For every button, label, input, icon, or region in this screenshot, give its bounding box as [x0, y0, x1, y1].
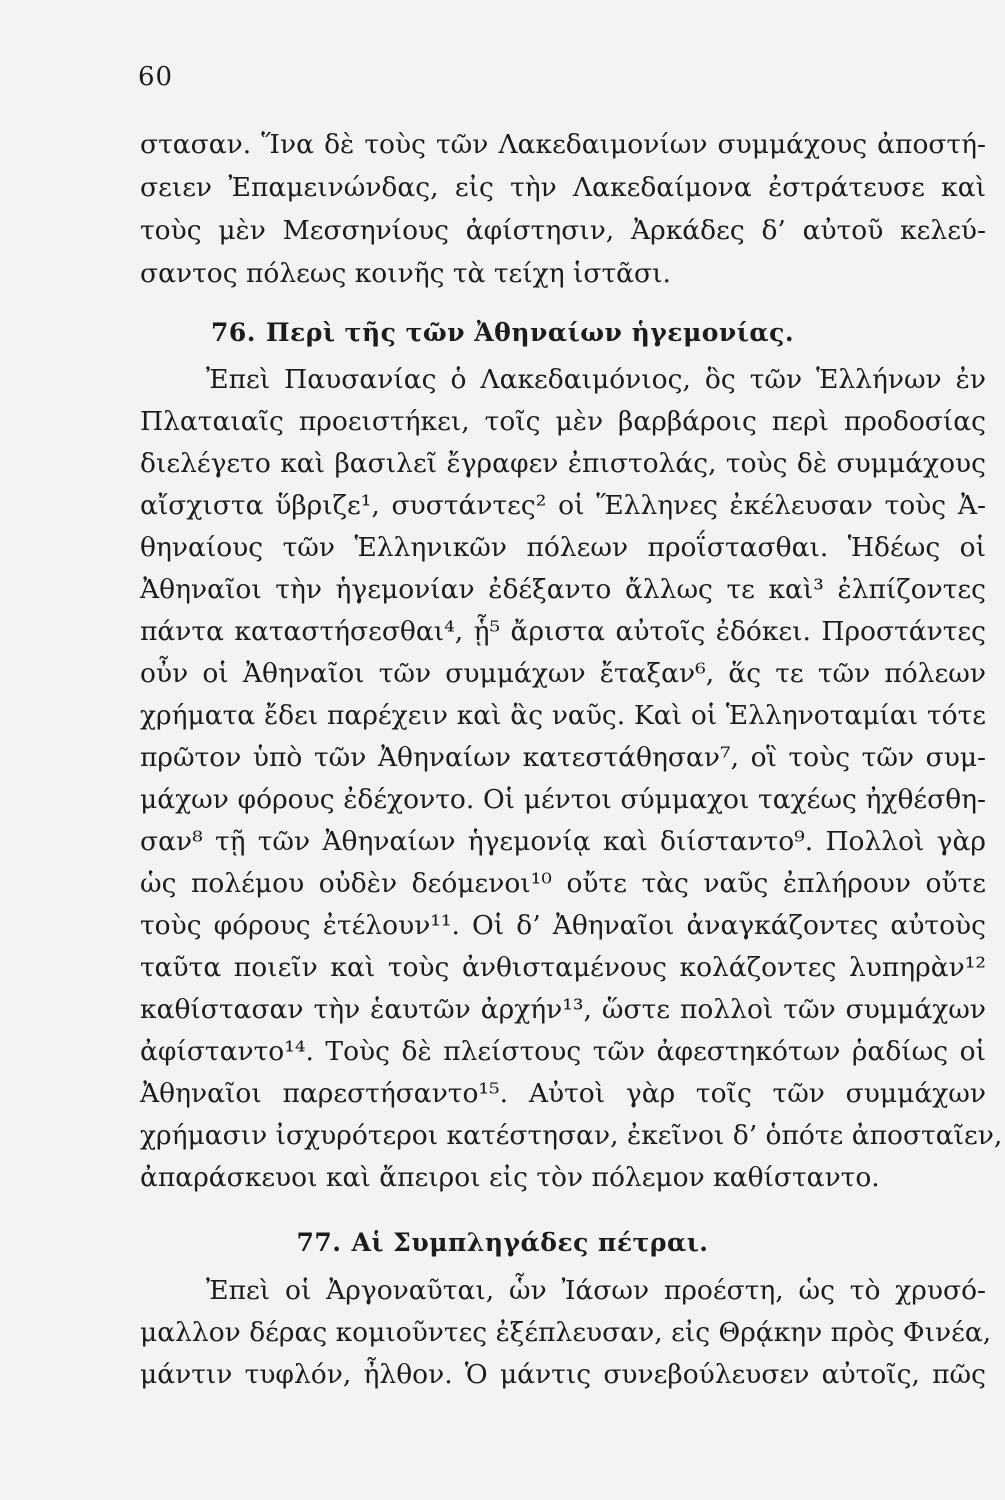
section-76-heading: [0, 318, 1005, 347]
text-line: μάντιν τυφλόν, ἦλθον. Ὁ μάντις συνεβούλευσεν αὐτοῖς, πῶς: [140, 1359, 986, 1390]
text-line: αἴσχιστα ὕβριζε¹, συστάντες² οἱ Ἕλληνες ἐκέλευσαν τοὺς Ἀ-: [140, 490, 986, 521]
text-line: Ἐπεὶ οἱ Ἀργοναῦται, ὧν Ἰάσων προέστη, ὡς τὸ χρυσό-: [206, 1275, 986, 1306]
text-line: μάχων φόρους ἐδέχοντο. Οἱ μέντοι σύμμαχοι ταχέως ἠχθέσθη-: [140, 784, 986, 815]
text-line: Ἀθηναῖοι τὴν ἡγεμονίαν ἐδέξαντο ἄλλως τε καὶ³ ἐλπίζοντες: [140, 574, 986, 605]
text-line: ἀφίσταντο¹⁴. Τοὺς δὲ πλείστους τῶν ἀφεστηκότων ῥαδίως οἱ: [140, 1036, 986, 1067]
text-line: Πλαταιαῖς προειστήκει, τοῖς μὲν βαρβάροις περὶ προδοσίας: [140, 406, 986, 437]
text-line: τοὺς μὲν Μεσσηνίους ἀφίστησιν, Ἀρκάδες δ’ αὐτοῦ κελεύ-: [140, 215, 986, 246]
text-line: καθίστασαν τὴν ἑαυτῶν ἀρχήν¹³, ὥστε πολλοὶ τῶν συμμάχων: [140, 994, 986, 1025]
text-line: ταῦτα ποιεῖν καὶ τοὺς ἀνθισταμένους κολάζοντες λυπηρὰν¹²: [140, 952, 986, 983]
text-line: Ἐπεὶ Παυσανίας ὁ Λακεδαιμόνιος, ὃς τῶν Ἑλλήνων ἐν: [206, 364, 986, 395]
text-line: σαν⁸ τῇ τῶν Ἀθηναίων ἡγεμονίᾳ καὶ διίσταντο⁹. Πολλοὶ γὰρ: [140, 826, 986, 857]
text-line: πρῶτον ὑπὸ τῶν Ἀθηναίων κατεστάθησαν⁷, οἳ τοὺς τῶν συμ-: [140, 742, 986, 773]
text-line: πάντα καταστήσεσθαι⁴, ᾗ⁵ ἄριστα αὐτοῖς ἐδόκει. Προστάντες: [140, 616, 986, 647]
text-line: σειεν Ἐπαμεινώνδας, εἰς τὴν Λακεδαίμονα ἐστράτευσε καὶ: [140, 172, 986, 203]
text-line: στασαν. Ἵνα δὲ τοὺς τῶν Λακεδαιμονίων συμμάχους ἀποστή-: [140, 129, 986, 160]
text-line: οὖν οἱ Ἀθηναῖοι τῶν συμμάχων ἔταξαν⁶, ἅς τε τῶν πόλεων: [140, 658, 986, 689]
section-title: Αἱ Συμπληγάδες πέτραι.: [351, 1228, 709, 1257]
text-line: ὡς πολέμου οὐδὲν δεόμενοι¹⁰ οὔτε τὰς ναῦς ἐπλήρουν οὔτε: [140, 868, 986, 899]
text-line: μαλλον δέρας κομιοῦντες ἐξέπλευσαν, εἰς Θρᾴκην πρὸς Φινέα,: [140, 1317, 992, 1348]
text-line: χρήμασιν ἰσχυρότεροι κατέστησαν, ἐκεῖνοι δ’ ὁπότε ἀποσταῖεν,: [140, 1120, 1003, 1151]
text-line: Ἀθηναῖοι παρεστήσαντο¹⁵. Αὐτοὶ γὰρ τοῖς τῶν συμμάχων: [140, 1078, 986, 1109]
section-title: Περὶ τῆς τῶν Ἀθηναίων ἡγεμονίας.: [265, 318, 795, 347]
text-line: διελέγετο καὶ βασιλεῖ ἔγραφεν ἐπιστολάς, τοὺς δὲ συμμάχους: [140, 448, 986, 479]
text-line: χρήματα ἔδει παρέχειν καὶ ἃς ναῦς. Καὶ οἱ Ἑλληνοταμίαι τότε: [140, 700, 986, 731]
section-number: 77.: [296, 1228, 342, 1257]
section-77-heading: [0, 1228, 1005, 1257]
text-line: τοὺς φόρους ἐτέλουν¹¹. Οἱ δ’ Ἀθηναῖοι ἀναγκάζοντες αὐτοὺς: [140, 910, 986, 941]
page-number: 60: [138, 62, 174, 92]
text-line: σαντος πόλεως κοινῆς τὰ τείχη ἱστᾶσι.: [140, 258, 671, 289]
section-number: 76.: [210, 318, 256, 347]
text-line: θηναίους τῶν Ἑλληνικῶν πόλεων προΐστασθαι. Ἡδέως οἱ: [140, 532, 986, 563]
text-line: ἀπαράσκευοι καὶ ἄπειροι εἰς τὸν πόλεμον καθίσταντο.: [140, 1162, 880, 1193]
